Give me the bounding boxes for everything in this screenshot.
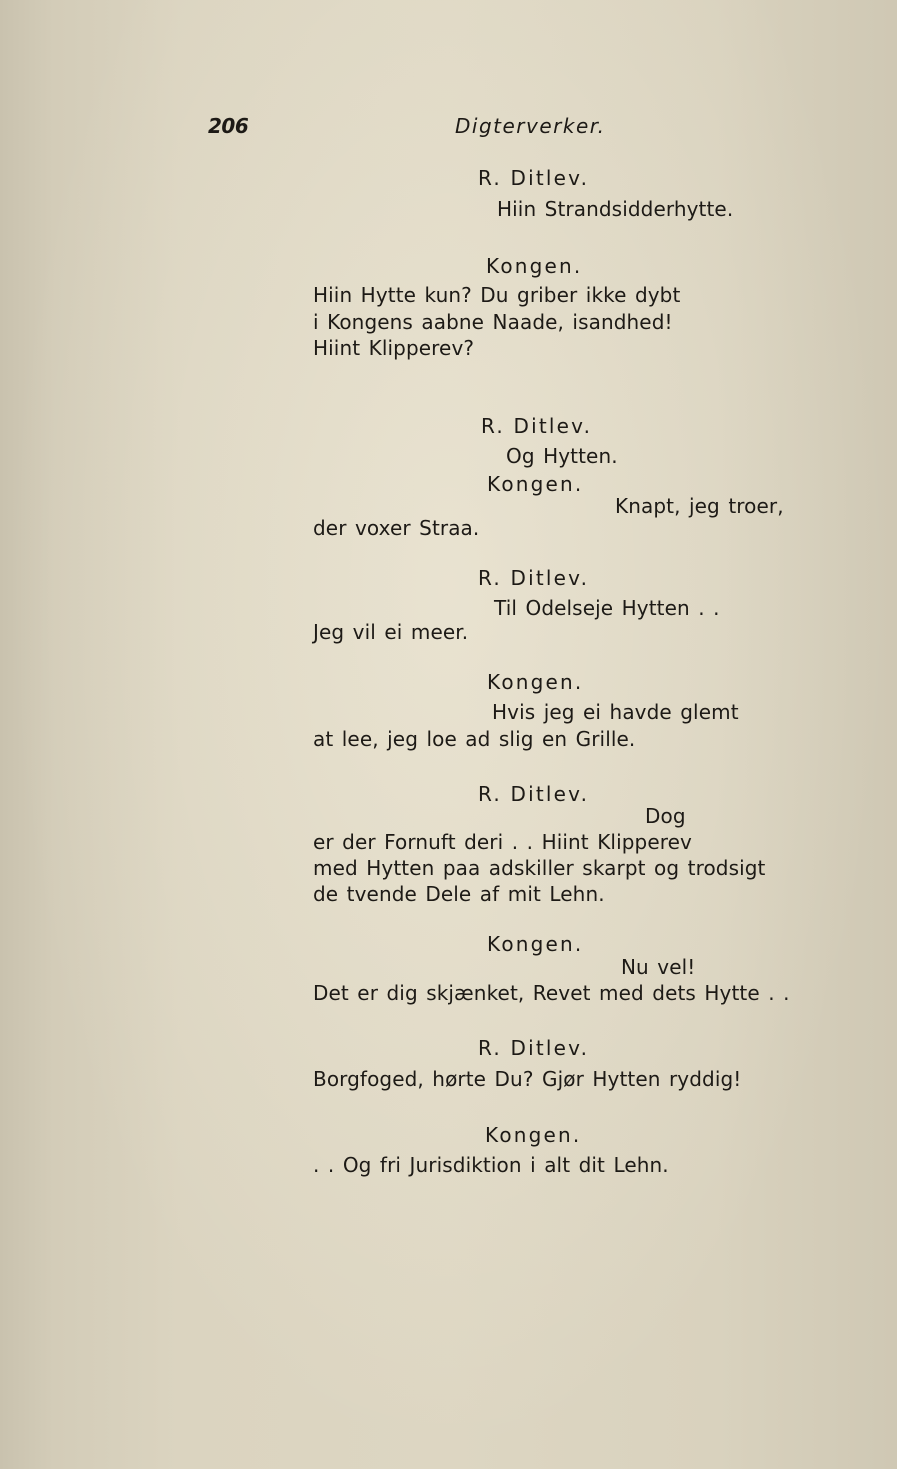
speaker-name: Kongen. — [486, 254, 583, 278]
verse-line: . . Og fri Jurisdiktion i alt dit Lehn. — [313, 1153, 669, 1177]
verse-line: Dog — [645, 804, 686, 828]
verse-line: Knapt, jeg troer, — [615, 494, 784, 518]
verse-line: Hiin Hytte kun? Du griber ikke dybt — [313, 283, 681, 307]
verse-line: Til Odelseje Hytten . . — [494, 596, 720, 620]
speaker-name: Kongen. — [487, 932, 584, 956]
verse-line: Jeg vil ei meer. — [313, 620, 469, 644]
speaker-name: R. Ditlev. — [478, 166, 590, 190]
speaker-name: Kongen. — [487, 670, 584, 694]
speaker-name: R. Ditlev. — [478, 566, 590, 590]
verse-line: Hiint Klipperev? — [313, 336, 475, 360]
verse-line: Hiin Strandsidderhytte. — [497, 197, 734, 221]
verse-line: Borgfoged, hørte Du? Gjør Hytten ryddig! — [313, 1067, 742, 1091]
speaker-name: R. Ditlev. — [478, 782, 590, 806]
verse-line: at lee, jeg loe ad slig en Grille. — [313, 727, 636, 751]
verse-line: med Hytten paa adskiller skarpt og trodsigt — [313, 856, 766, 880]
verse-line: der voxer Straa. — [313, 516, 480, 540]
speaker-name: Kongen. — [487, 472, 584, 496]
running-title: Digterverker. — [455, 114, 606, 138]
verse-line: Det er dig skjænket, Revet med dets Hytte . . — [313, 981, 790, 1005]
verse-line: Og Hytten. — [506, 444, 618, 468]
speaker-name: R. Ditlev. — [478, 1036, 590, 1060]
verse-line: er der Fornuft deri . . Hiint Klipperev — [313, 830, 692, 854]
page-number: 206 — [208, 114, 249, 138]
speaker-name: Kongen. — [485, 1123, 582, 1147]
verse-line: Hvis jeg ei havde glemt — [492, 700, 739, 724]
speaker-name: R. Ditlev. — [481, 414, 593, 438]
verse-line: de tvende Dele af mit Lehn. — [313, 882, 605, 906]
verse-line: Nu vel! — [621, 955, 696, 979]
verse-line: i Kongens aabne Naade, isandhed! — [313, 310, 673, 334]
